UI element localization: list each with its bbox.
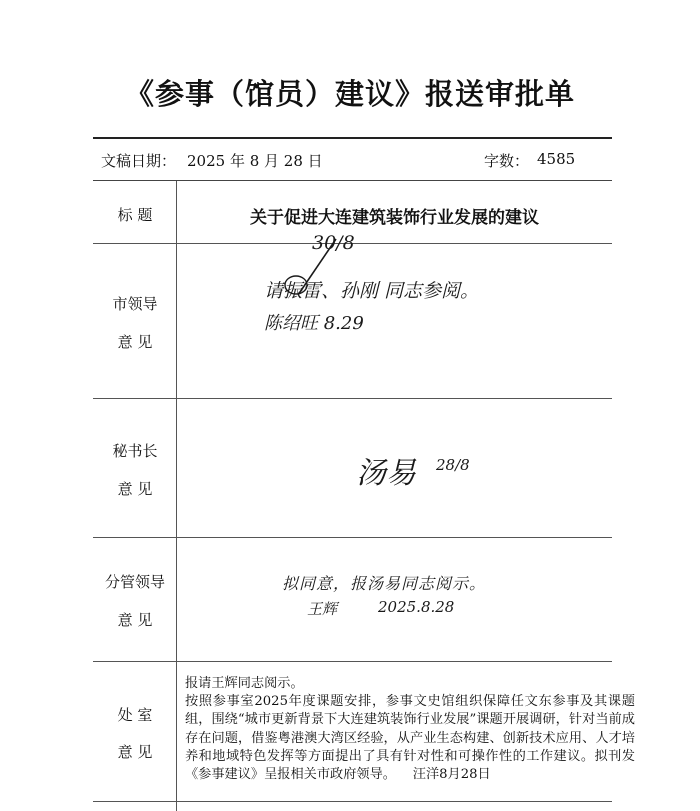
word-count-value: 4585: [537, 150, 576, 168]
city-leader-mark: 30/8: [312, 232, 355, 254]
office-signature: 汪洋8月28日: [412, 767, 491, 783]
table-bottom-rule: [93, 801, 612, 802]
date-label: 文稿日期：: [101, 152, 177, 170]
secretary-signature: 汤易: [356, 456, 416, 491]
row-divider: [93, 661, 612, 662]
subject-value: 关于促进大连建筑装饰行业发展的建议: [250, 208, 539, 228]
header-divider: [93, 180, 612, 181]
row-divider: [93, 398, 612, 399]
office-label: 处 室: [117, 706, 153, 724]
city-leader-signature: 陈绍旺 8.29: [264, 313, 364, 334]
secretary-date: 28/8: [436, 456, 470, 474]
office-opinion-line1: 报请王辉同志阅示。: [185, 676, 304, 691]
division-date: 2025.8.28: [378, 598, 455, 616]
office-opinion-label: 意 见: [117, 743, 153, 761]
column-divider: [176, 181, 177, 811]
city-leader-comment: 请振雷、孙刚 同志参阅。: [264, 280, 480, 302]
document-title: 《参事（馆员）建议》报送审批单: [124, 77, 575, 111]
subject-label: 标 题: [117, 206, 153, 224]
word-count-label: 字数：: [484, 152, 530, 170]
row-divider: [93, 537, 612, 538]
division-leader-opinion-label: 意 见: [117, 611, 153, 629]
city-leader-label: 市领导: [112, 295, 158, 313]
office-opinion-body: 按照参事室2025年度课题安排，参事文史馆组织保障任文东参事及其课题组，围绕“城市更新背景下大连建筑装饰行业发展”课题开展调研，针对当前成存在问题，借鉴粤港澳大湾区经验，从产业生态构建、创新技术应用、人才培养和地域特色发挥等方面提出了具有针对性和可操作性的工作建议。拟刊发《参事建议》呈报相关市政府领导。 汪洋8月28日: [185, 694, 635, 783]
division-leader-label: 分管领导: [104, 573, 165, 591]
office-opinion-text: [185, 675, 635, 784]
city-leader-opinion-label: 意 见: [117, 333, 153, 351]
date-value: 2025 年 8 月 28 日: [187, 152, 323, 170]
division-comment: 拟同意，报汤易同志阅示。: [282, 574, 487, 593]
secretary-label: 秘书长: [112, 442, 158, 460]
table-top-rule: [93, 137, 612, 139]
division-signature: 王辉: [307, 600, 338, 618]
secretary-opinion-label: 意 见: [117, 480, 153, 498]
